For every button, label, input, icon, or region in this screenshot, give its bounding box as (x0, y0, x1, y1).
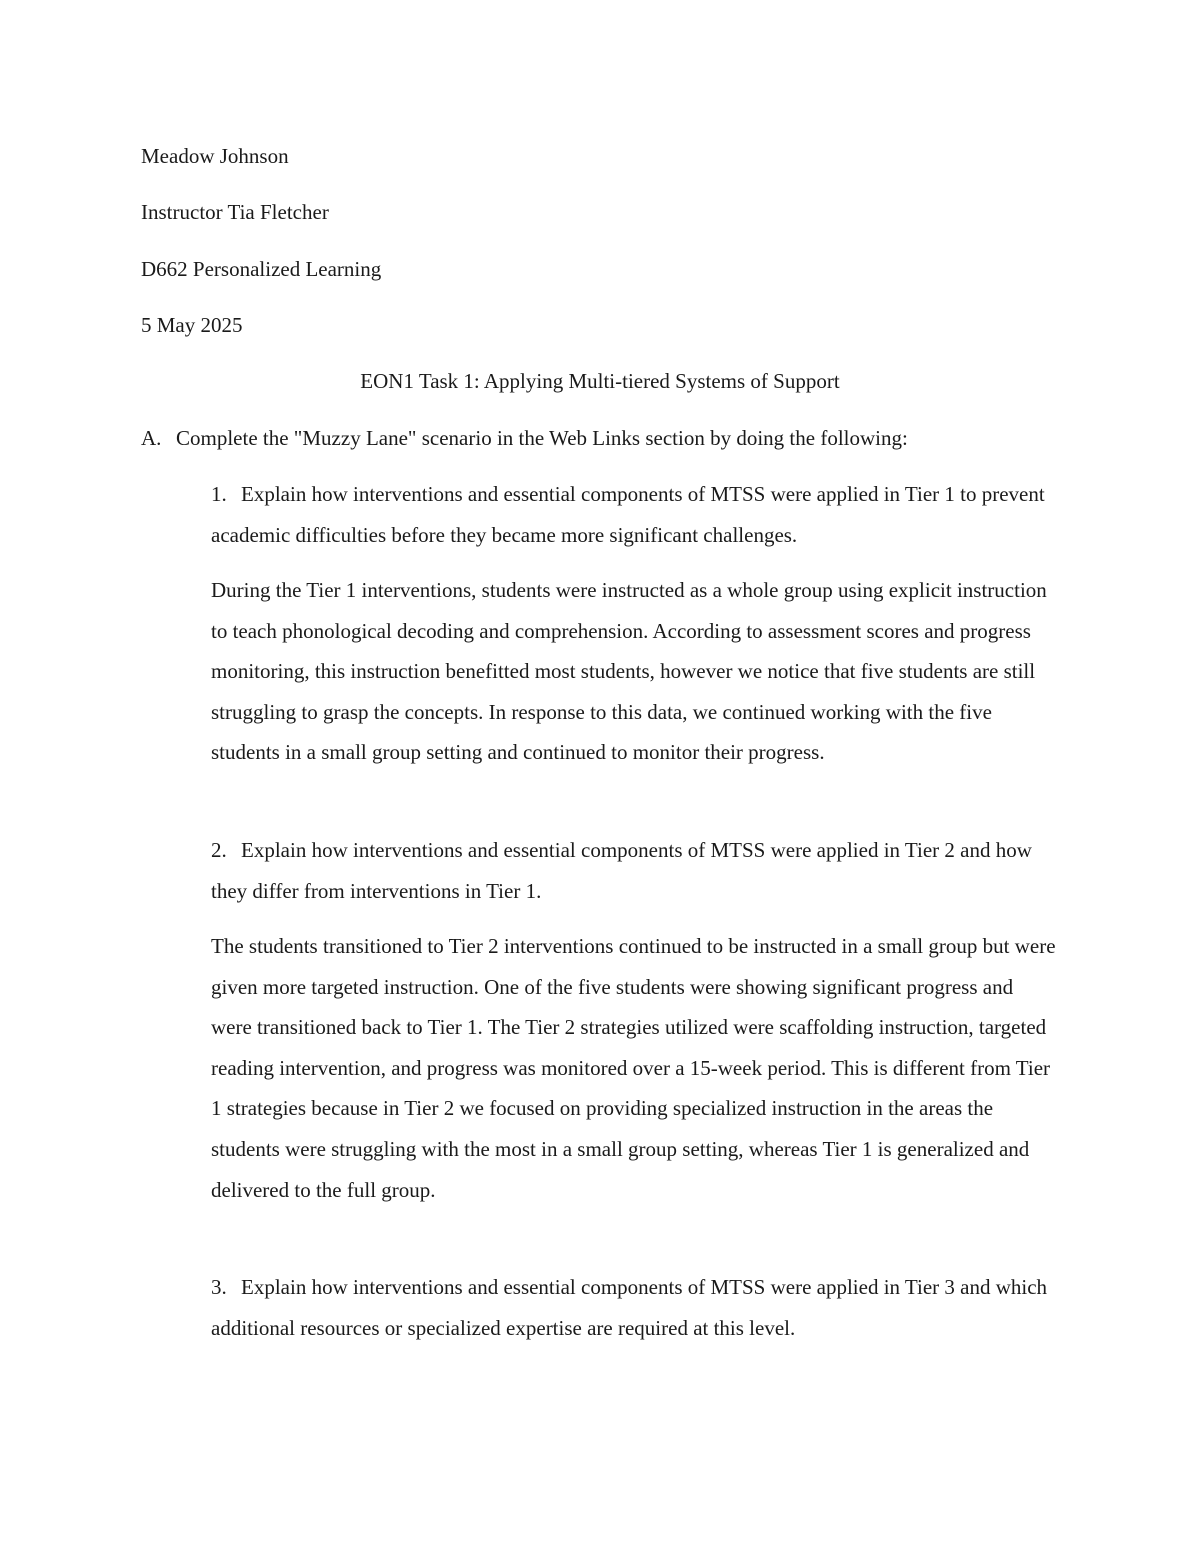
question-1-number: 1. (211, 482, 227, 506)
question-2-response (211, 926, 1056, 1210)
question-1-text: Explain how interventions and essential components of MTSS were applied in Tier 1 to prevent academic difficulties before they became more significant challenges. (211, 482, 1045, 547)
instructor-name: Instructor Tia Fletcher (141, 200, 329, 224)
submission-date: 5 May 2025 (141, 313, 243, 337)
question-2-text: Explain how interventions and essential components of MTSS were applied in Tier 2 and how they differ from interventions in Tier 1. (211, 838, 1032, 903)
question-3-text: Explain how interventions and essential components of MTSS were applied in Tier 3 and which additional resources or specialized expertise are required at this level. (211, 1275, 1048, 1340)
section-a-prompt: Complete the "Muzzy Lane" scenario in the Web Links section by doing the following: (176, 426, 908, 450)
question-2-prompt (211, 830, 1056, 911)
section-a-marker: A. (141, 426, 162, 450)
document-title: EON1 Task 1: Applying Multi-tiered Systems of Support (360, 369, 840, 393)
course-name: D662 Personalized Learning (141, 257, 382, 281)
section-a-heading (141, 425, 908, 451)
question-1-response-text: During the Tier 1 interventions, students were instructed as a whole group using explicit instruction to teach phonological decoding and comprehension. According to assessment scores and progress monitoring, this instruction benefitted most students, however we notice that five students are still struggling to grasp the concepts. In response to this data, we continued working with the five students in a small group setting and continued to monitor their progress. (211, 578, 1047, 765)
student-name: Meadow Johnson (141, 144, 289, 168)
question-2-response-text: The students transitioned to Tier 2 interventions continued to be instructed in a small group but were given more targeted instruction. One of the five students were showing significant progress and were transitioned back to Tier 1. The Tier 2 strategies utilized were scaffolding instruction, targeted reading intervention, and progress was monitored over a 15-week period. This is different from Tier 1 strategies because in Tier 2 we focused on providing specialized instruction in the areas the students were struggling with the most in a small group setting, whereas Tier 1 is generalized and delivered to the full group. (211, 934, 1056, 1202)
question-3-prompt (211, 1267, 1056, 1348)
question-2-number: 2. (211, 838, 227, 862)
question-1-response (211, 570, 1056, 773)
question-3-number: 3. (211, 1275, 227, 1299)
question-1-prompt (211, 474, 1056, 555)
